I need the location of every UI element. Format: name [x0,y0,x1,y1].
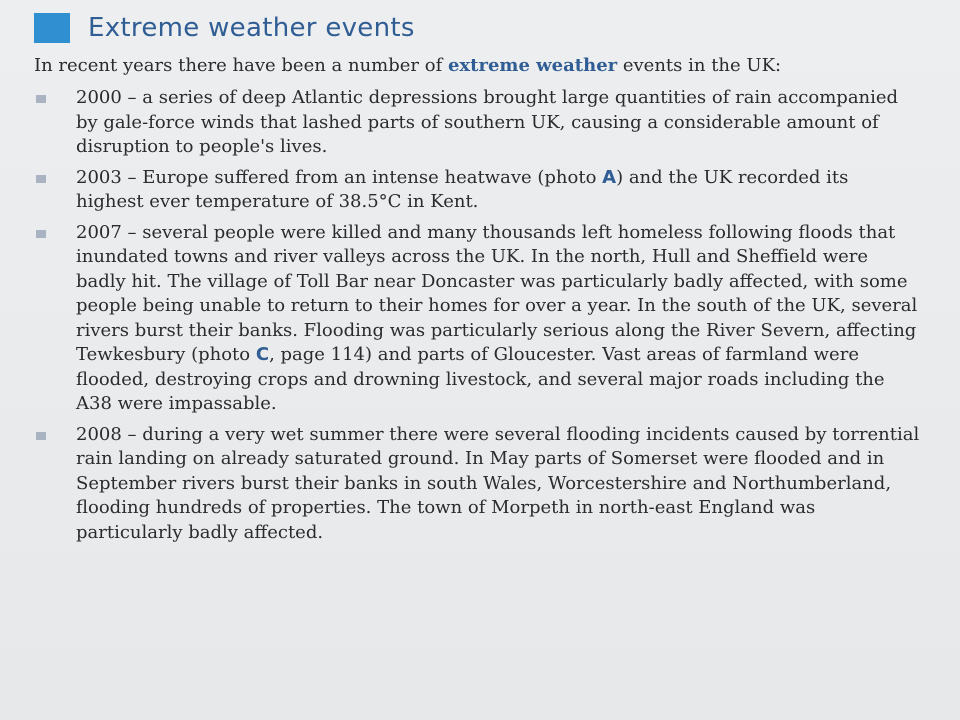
intro-paragraph [34,54,920,78]
event-2007-text-before: 2007 – several people were killed and many thousands left homeless following floods that inundated towns and river valleys across the UK. In the north, Hull and Sheffield were badly hit. The village of Toll Bar near Doncaster was particularly badly affected, with some people being unable to return to their homes for over a year. In the south of the UK, several rivers burst their banks. Flooding was particularly serious along the River Severn, affecting Tewkesbury (photo [76,221,918,365]
square-bullet-icon [36,432,46,440]
event-2007-text-after: , page 114) and parts of Gloucester. Vast areas of farmland were flooded, destroying crops and drowning livestock, and several major roads including the A38 were impassable. [76,344,885,414]
photo-ref-c: C [255,344,270,365]
intro-text-before: In recent years there have been a number of [34,55,448,76]
square-bullet-icon [36,95,46,103]
event-2008-text: 2008 – during a very wet summer there were several flooding incidents caused by torrential rain landing on already saturated ground. In May parts of Somerset were flooded and in September rivers burst their banks in south Wales, Worcestershire and Northumberland, flooding hundreds of properties. The town of Morpeth in north-east England was particularly badly affected. [76,423,920,543]
photo-ref-a: A [602,166,617,188]
section-heading [34,8,920,48]
event-2000-text: 2000 – a series of deep Atlantic depressions brought large quantities of rain accompanied by gale-force winds that lashed parts of southern UK, causing a considerable amount of disruption to people's lives. [76,87,899,157]
square-bullet-icon [36,230,46,238]
event-2003-text [76,166,920,215]
event-2003-text-before: 2003 – Europe suffered from an intense heatwave (photo [76,166,603,188]
intro-text-after: events in the UK: [617,55,782,76]
events-list [34,86,920,545]
event-2003-text-after: ) and the UK recorded its highest ever temperature of 38.5°C in Kent. [76,166,849,212]
event-2008 [34,423,920,546]
event-2003 [34,166,920,215]
square-bullet-icon [36,175,46,183]
heading-square-icon [34,13,70,43]
intro-highlight: extreme weather [447,55,618,76]
event-2000 [34,86,920,160]
event-2007-text [76,221,920,417]
section-title: Extreme weather events [88,13,415,43]
event-2007 [34,221,920,417]
